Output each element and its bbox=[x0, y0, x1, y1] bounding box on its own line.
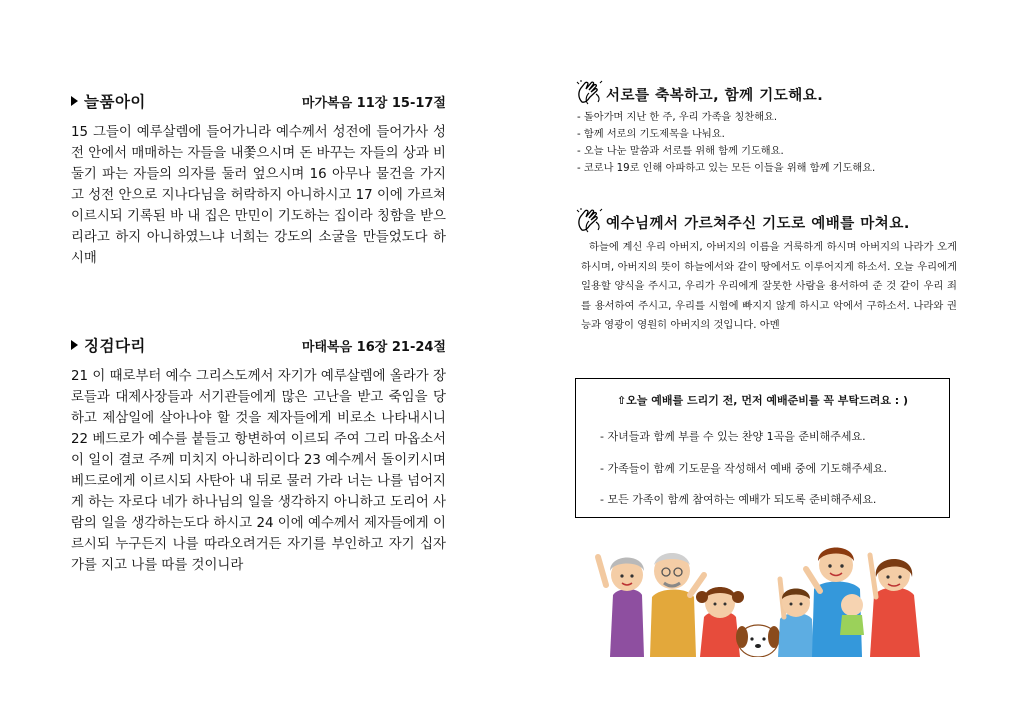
scripture-reference: 마가복음 11장 15-17절 bbox=[301, 96, 446, 111]
scripture-text: 15 그들이 예루살렘에 들어가니라 예수께서 성전에 들어가사 성전 안에서 매매하는 자들을 내쫓으시며 돈 바꾸는 자들의 상과 비둘기 파는 자들의 의자를 둘러 엎으시며 16 아무나 물건을 가지고 성전 안으로 지나다님을 허락하지 아니하시고 17 이에 가르쳐 이르시되 기록된 바 내 집은 만민이 기도하는 집이라 칭함을 받으리라고 하지 아니하였느냐 너희는 강도의 소굴을 만들었도다 하시매 bbox=[71, 125, 446, 266]
lords-prayer-title: 예수님께서 가르쳐주신 기도로 예배를 마쳐요. bbox=[606, 216, 910, 232]
clapping-hands-icon bbox=[576, 208, 604, 234]
section-title: 늘품아이 bbox=[84, 93, 146, 111]
triangle-bullet-icon bbox=[71, 96, 78, 106]
section-header bbox=[71, 90, 446, 116]
scripture-reference: 마태복음 16장 21-24절 bbox=[301, 340, 446, 355]
scripture-section-2 bbox=[71, 334, 446, 576]
boy-figure bbox=[778, 579, 814, 657]
worship-preparation-box bbox=[575, 378, 950, 518]
blessing-list bbox=[577, 109, 875, 177]
list-item: - 함께 서로의 기도제목을 나눠요. bbox=[577, 129, 725, 140]
grandma-figure bbox=[598, 557, 644, 657]
notice-item: - 가족들이 함께 기도문을 작성해서 예배 중에 기도해주세요. bbox=[600, 462, 887, 475]
blessing-header bbox=[576, 80, 956, 108]
grandpa-figure bbox=[650, 553, 704, 657]
blessing-title: 서로를 축복하고, 함께 기도해요. bbox=[606, 88, 824, 104]
lords-prayer-text: 하늘에 계신 우리 아버지, 아버지의 이름을 거룩하게 하시며 아버지의 나라가 오게 하시며, 아버지의 뜻이 하늘에서와 같이 땅에서도 이루어지게 하소서. 오늘 우리에게 일용할 양식을 주시고, 우리가 우리에게 잘못한 사람을 용서하여 준 것 같이 우리 죄를 용서하여 주시고, 우리를 시험에 빠지지 않게 하시고 악에서 구하소서. 나라와 권능과 영광이 영원히 아버지의 것입니다. 아멘 bbox=[581, 241, 957, 332]
notice-item: - 모든 가족이 함께 참여하는 예배가 되도록 준비해주세요. bbox=[600, 493, 877, 506]
scripture-section-1 bbox=[71, 90, 446, 269]
clapping-hands-icon bbox=[576, 80, 604, 106]
dad-figure bbox=[806, 548, 864, 658]
notice-item: - 자녀들과 함께 부를 수 있는 찬양 1곡을 준비해주세요. bbox=[600, 430, 866, 443]
list-item: - 오늘 나눈 말씀과 서로를 위해 함께 기도해요. bbox=[577, 146, 784, 157]
list-item: - 코로나 19로 인해 아파하고 있는 모든 이들을 위해 함께 기도해요. bbox=[577, 163, 876, 174]
section-header bbox=[71, 334, 446, 360]
dog-figure bbox=[736, 625, 780, 657]
triangle-bullet-icon bbox=[71, 340, 78, 350]
notice-title: ⇧오늘 예배를 드리기 전, 먼저 예배준비를 꼭 부탁드려요 : ) bbox=[616, 394, 909, 407]
mom-figure bbox=[870, 555, 920, 657]
section-title: 징검다리 bbox=[84, 337, 146, 355]
list-item: - 돌아가며 지난 한 주, 우리 가족을 칭찬해요. bbox=[577, 112, 778, 123]
scripture-text: 21 이 때로부터 예수 그리스도께서 자기가 예루살렘에 올라가 장로들과 대제사장들과 서기관들에게 많은 고난을 받고 죽임을 당하고 제삼일에 살아나야 할 것을 제자들에게 비로소 나타내시니 22 베드로가 예수를 붙들고 항변하여 이르되 주여 그리 마옵소서 이 일이 결코 주께 미치지 아니하리이다 23 예수께서 돌이키시며 베드로에게 이르시되 사탄아 내 뒤로 물러 가라 너는 나를 넘어지게 하는 자로다 네가 하나님의 일을 생각하지 아니하고 도리어 사람의 일을 생각하는도다 하시고 24 이에 예수께서 제자들에게 이르시되 누구든지 나를 따라오려거든 자기를 부인하고 자기 십자가를 지고 나를 따를 것이니라 bbox=[71, 369, 446, 573]
girl-figure bbox=[696, 587, 744, 657]
family-illustration-icon bbox=[580, 535, 940, 657]
lords-prayer-header bbox=[576, 208, 956, 236]
